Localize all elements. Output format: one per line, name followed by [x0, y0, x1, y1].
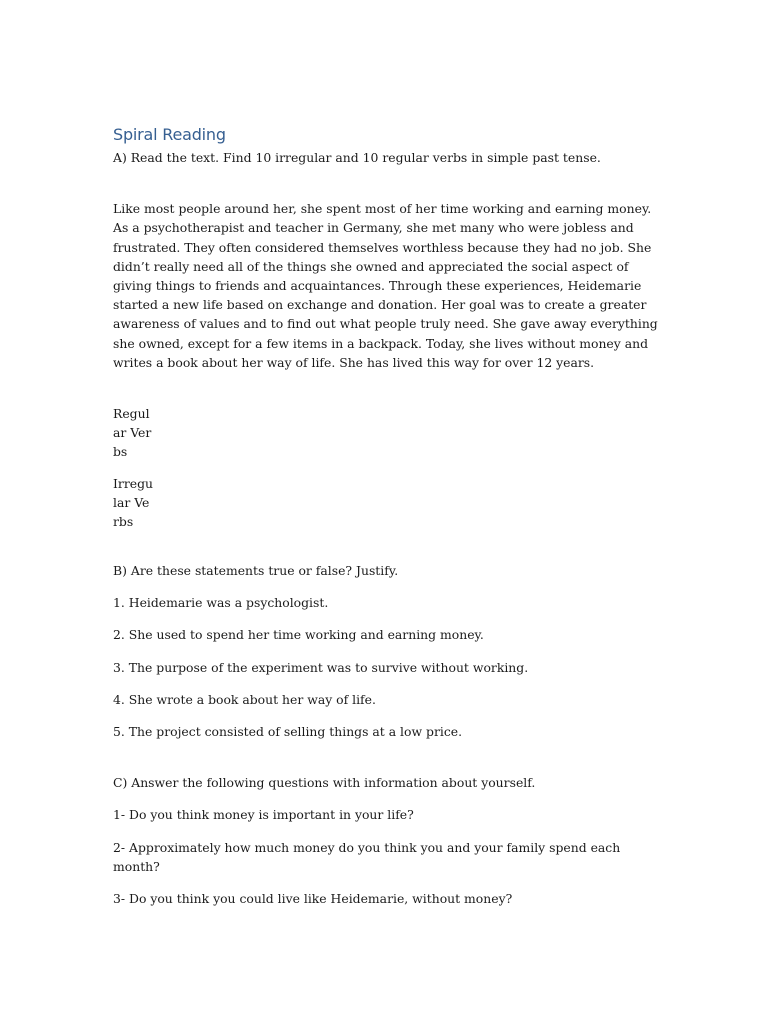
reading-passage: Like most people around her, she spent most of her time working and earning money. As a psychotherapist and teacher in Germany, she met many who were jobless and frustrated. They often considered themselves worthless because they had no job. She didn’t really need all of the things she owned and appreciated the social aspect of giving things to friends and acquaintances. Through these experiences, Heidemarie started a new life based on exchange and donation. Her goal was to create a greater awareness of values and to find out what people truly need. She gave away everything she owned, except for a few items in a backpack. Today, she lives without money and writes a book about her way of life. She has lived this way for over 12 years. — [113, 201, 658, 370]
statement-item: 2. She used to spend her time working and earning money. — [113, 627, 484, 643]
question-item: 3- Do you think you could live like Heidemarie, without money? — [113, 891, 513, 907]
regular-verbs-label: Regular Verbs — [113, 406, 152, 460]
verbs-table — [113, 404, 153, 531]
section-c-instruction: C) Answer the following questions with information about yourself. — [113, 775, 536, 791]
section-b-instruction: B) Are these statements true or false? Justify. — [113, 563, 399, 579]
statement-item: 1. Heidemarie was a psychologist. — [113, 595, 329, 611]
document-title: Spiral Reading — [113, 125, 226, 144]
section-a-instruction: A) Read the text. Find 10 irregular and 10 regular verbs in simple past tense. — [113, 150, 601, 165]
question-item: 1- Do you think money is important in your life? — [113, 807, 414, 823]
statement-item: 3. The purpose of the experiment was to survive without working. — [113, 659, 529, 675]
question-item: 2- Approximately how much money do you think you and your family spend each month? — [113, 839, 621, 874]
irregular-verbs-label: Irregular Verbs — [113, 476, 153, 530]
document-page — [113, 124, 658, 908]
statement-item: 4. She wrote a book about her way of life. — [113, 691, 376, 707]
statement-item: 5. The project consisted of selling things at a low price. — [113, 724, 463, 740]
